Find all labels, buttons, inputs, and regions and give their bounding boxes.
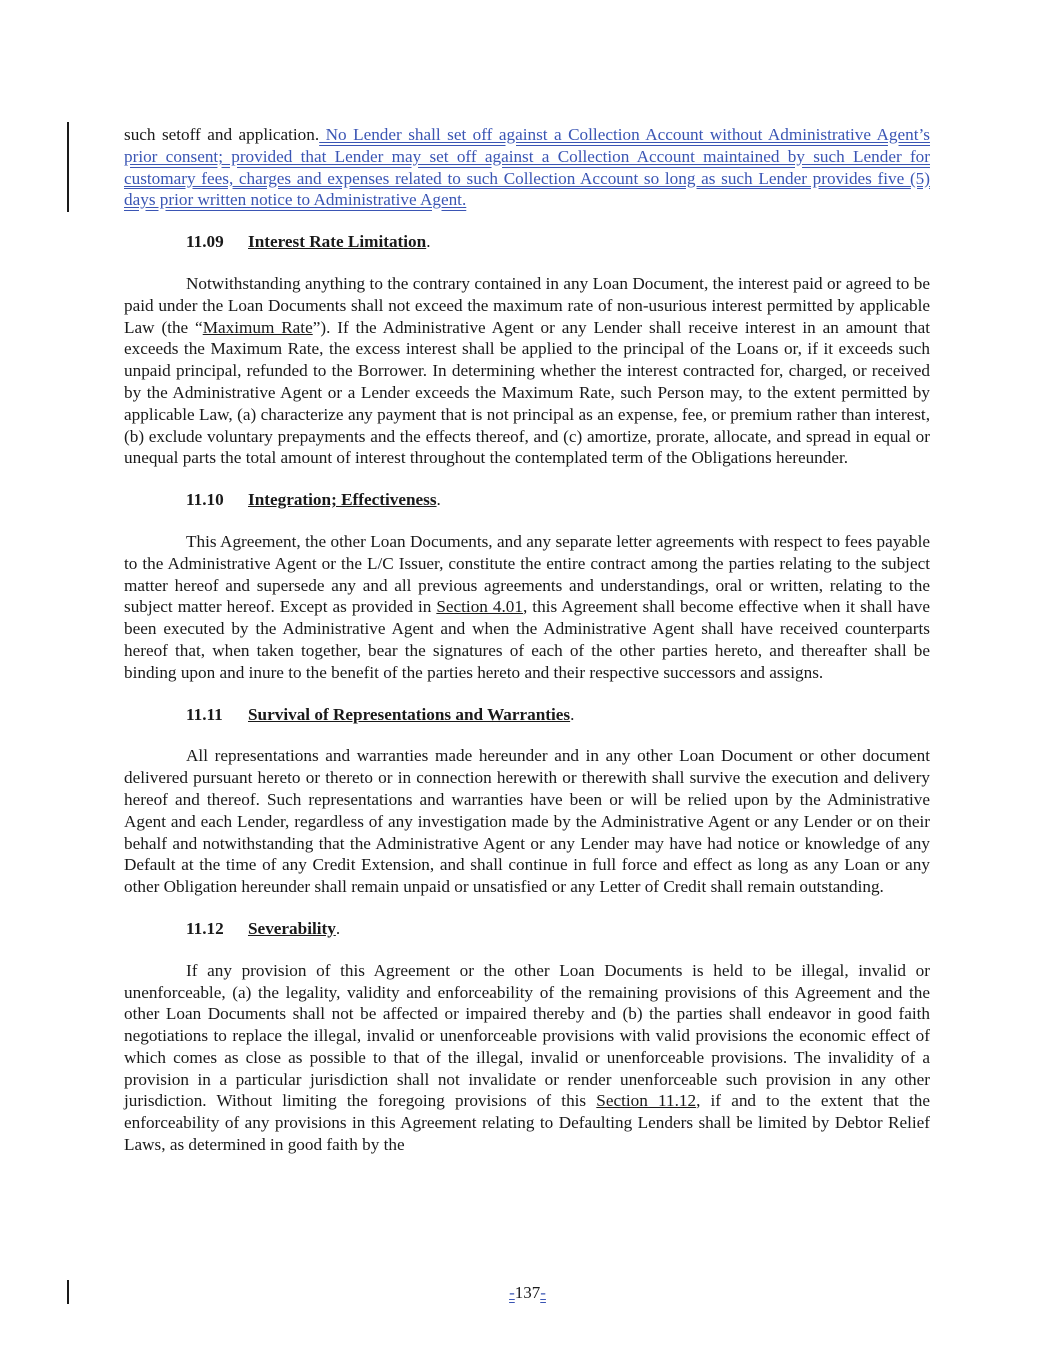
footer-dash-left: - (509, 1283, 515, 1302)
section-title: Interest Rate Limitation (248, 232, 427, 252)
section-number: 11.12 (186, 918, 224, 938)
section-heading-11-12: 11.12 Severability. (186, 918, 341, 938)
paragraph-text: , if and to the extent that the enforceability of any provisions in this Agreement relating to Defaulting Lenders shall be limited by Debtor Relief Laws, as determined in good faith by the (124, 1091, 930, 1155)
section-number: 11.10 (186, 490, 224, 510)
section-11-09-paragraph (124, 273, 930, 469)
paragraph-text: , this Agreement shall become effective when it shall have been executed by the Administrative Agent and when the Administrative Agent shall have received counterparts hereof that, when taken together, bear the signatures of each of the other parties hereto, and thereafter shall be binding upon and inure to the benefit of the parties hereto and their respective successors and assigns. (124, 597, 931, 682)
document-page (124, 124, 930, 1156)
section-title: Integration; Effectiveness (248, 490, 437, 510)
cross-reference-section-11-12: Section 11.12 (596, 1091, 697, 1111)
section-11-11-paragraph: All representations and warranties made hereunder and in any other Loan Document or other document delivered pursuant hereto or thereto or in connection herewith or therewith shall survive the execution and delivery hereof and thereof. Such representations and warranties have been or will be relied upon by the Administrative Agent and each Lender, regardless of any investigation made by the Administrative Agent or any Lender or on their behalf and notwithstanding that the Administrative Agent or any Lender may have had notice or knowledge of any Default at the time of any Credit Extension, and shall continue in full force and effect as long as any Loan or any other Obligation hereunder shall remain unpaid or unsatisfied or any Letter of Credit shall remain outstanding. (124, 746, 930, 897)
page-footer (0, 1283, 1055, 1303)
section-heading-11-10: 11.10 Integration; Effectiveness. (186, 490, 441, 510)
paragraph-text: Notwithstanding anything to the contrary contained in any Loan Document, the interest paid or agreed to be paid under the Loan Documents shall not exceed the maximum rate of non-usurious interest permitted by applicable Law (the “ (124, 273, 930, 337)
section-heading-11-11: 11.11 Survival of Representations and Warranties. (186, 704, 575, 724)
defined-term-maximum-rate: Maximum Rate (202, 317, 313, 337)
cross-reference-section-4-01: Section 4.01 (436, 597, 523, 617)
section-heading-11-09: 11.09 Interest Rate Limitation. (186, 232, 431, 252)
section-title: Severability (248, 918, 336, 938)
page-number: 137 (514, 1283, 541, 1302)
paragraph-text: This Agreement, the other Loan Documents, and any separate letter agreements with respect to fees payable to the Administrative Agent or the L/C Issuer, constitute the entire contract among the parties relating to the subject matter hereof and supersede any and all previous agreements and understandings, oral or written, relating to the subject matter hereof. Except as provided in (124, 531, 930, 617)
intro-paragraph (124, 124, 930, 211)
section-title: Survival of Representations and Warranties (248, 704, 571, 724)
section-11-12-paragraph (124, 960, 930, 1156)
section-11-10-paragraph (124, 531, 930, 684)
paragraph-text: If any provision of this Agreement or the other Loan Documents is held to be illegal, invalid or unenforceable, (a) the legality, validity and enforceability of the remaining provisions of this Agreement and the other Loan Documents shall not be affected or impaired thereby and (b) the parties shall endeavor in good faith negotiations to replace the illegal, invalid or unenforceable provisions with valid provisions the economic effect of which comes as close as possible to that of the illegal, invalid or unenforceable provisions. The invalidity of a provision in a particular jurisdiction shall not invalidate or render unenforceable such provision in any other jurisdiction. Without limiting the foregoing provisions of this (124, 960, 930, 1111)
paragraph-text: ”). If the Administrative Agent or any Lender shall receive interest in an amount that exceeds the Maximum Rate, the excess interest shall be applied to the principal of the Loans or, if it exceeds such unpaid principal, refunded to the Borrower. In determining whether the interest contracted for, charged, or received by the Administrative Agent or a Lender exceeds the Maximum Rate, such Person may, to the extent permitted by applicable Law, (a) characterize any payment that is not principal as an expense, fee, or premium rather than interest, (b) exclude voluntary prepayments and the effects thereof, and (c) amortize, prorate, allocate, and spread in equal or unequal parts the total amount of interest throughout the contemplated term of the Obligations hereunder. (124, 317, 931, 468)
change-bar-top (67, 122, 69, 212)
section-number: 11.09 (186, 232, 224, 252)
section-number: 11.11 (186, 704, 223, 724)
footer-dash-right: - (540, 1283, 546, 1302)
intro-plain-text: such setoff and application. (124, 125, 320, 144)
inserted-revision-text: No Lender shall set off against a Collection Account without Administrative Agent’s prior consent; provided that Lender may set off against a Collection Account maintained by such Lender for customary fees, charges and expenses related to such Collection Account so long as such Lender provides five (5) days prior written notice to Administrative Agent. (124, 125, 930, 210)
